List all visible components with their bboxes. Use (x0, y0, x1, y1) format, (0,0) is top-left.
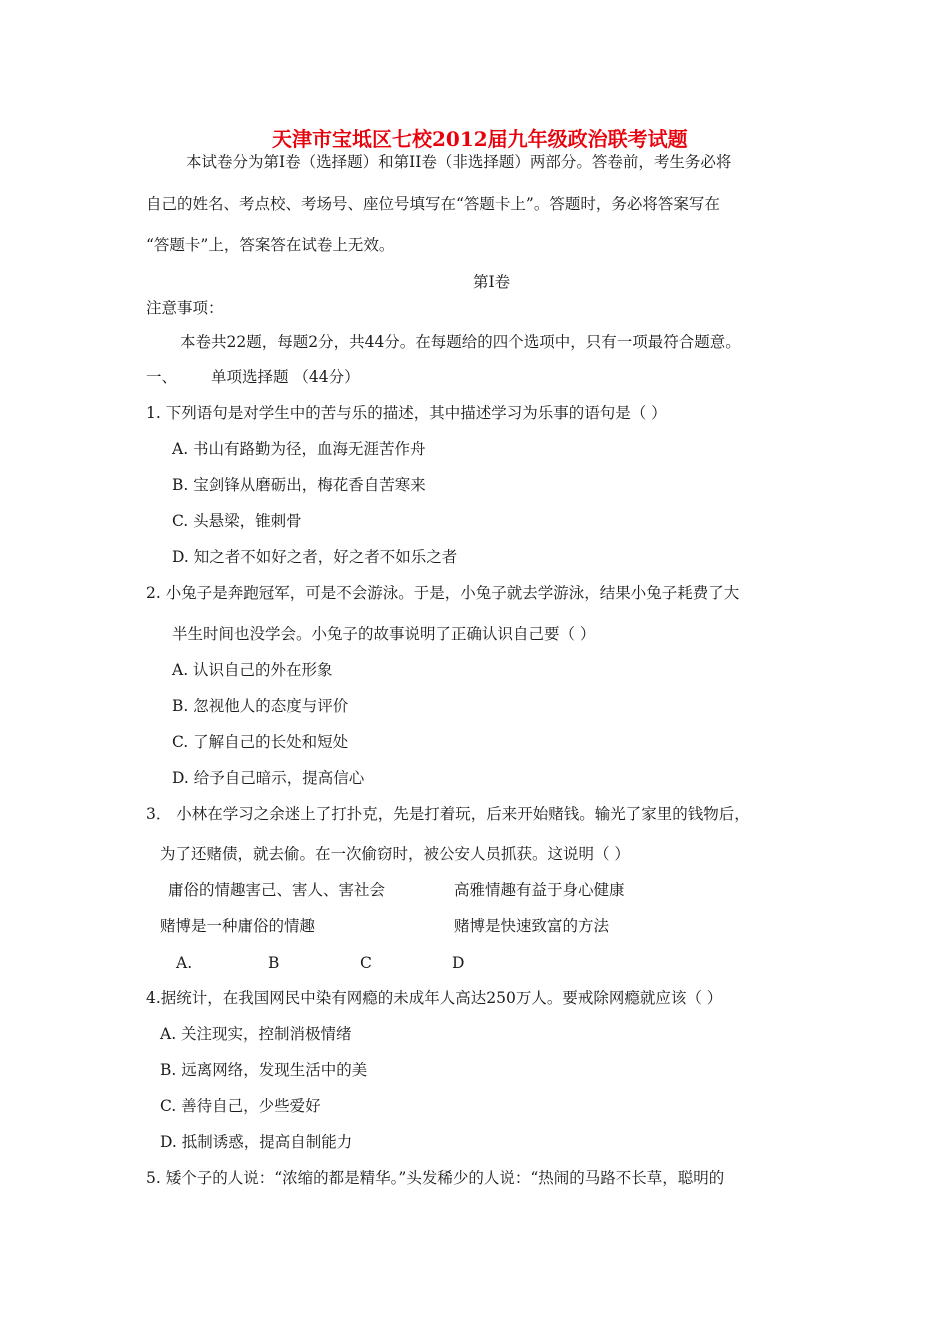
intro-line-1: 本试卷分为第I卷（选择题）和第II卷（非选择题）两部分。答卷前，考生务必将 (186, 153, 732, 171)
question-3-choice-b: B (268, 954, 280, 972)
question-3-choice-a: A. (176, 954, 193, 972)
intro-line-2: 自己的姓名、考点校、考场号、座位号填写在“答题卡上”。答题时，务必将答案写在 (146, 195, 720, 213)
question-2-stem-line-2: 半生时间也没学会。小兔子的故事说明了正确认识自己要（ ） (172, 625, 596, 643)
notice-label: 注意事项： (146, 299, 224, 317)
question-2-option-c: C. 了解自己的长处和短处 (172, 733, 349, 751)
question-3-stem-line-2: 为了还赌债，就去偷。在一次偷窃时，被公安人员抓获。这说明（ ） (160, 845, 630, 863)
question-1-option-b: B. 宝剑锋从磨砺出，梅花香自苦寒来 (172, 476, 426, 494)
question-3-stem-line-1: 3． 小林在学习之余迷上了打扑克，先是打着玩，后来开始赌钱。输光了家里的钱物后， (146, 805, 750, 823)
question-3-statement-1: 庸俗的情趣害己、害人、害社会 (168, 881, 386, 899)
question-1-option-d: D. 知之者不如好之者，好之者不如乐之者 (172, 548, 458, 566)
question-2-stem-line-1: 2. 小兔子是奔跑冠军，可是不会游泳。于是，小兔子就去学游泳，结果小兔子耗费了大 (146, 584, 740, 602)
question-4-option-b: B. 远离网络，发现生活中的美 (160, 1061, 368, 1079)
question-4-option-c: C. 善待自己，少些爱好 (160, 1097, 321, 1115)
part-number: 一、 (146, 368, 178, 386)
question-2-option-a: A. 认识自己的外在形象 (172, 661, 333, 679)
question-2-option-d: D. 给予自己暗示，提高信心 (172, 769, 365, 787)
question-4-option-a: A. 关注现实，控制消极情绪 (160, 1025, 352, 1043)
notice-text: 本卷共22题，每题2分，共44分。在每题给的四个选项中，只有一项最符合题意。 (180, 333, 741, 351)
page-title: 天津市宝坻区七校2012届九年级政治联考试题 (272, 127, 688, 151)
question-4-stem: 4.据统计，在我国网民中染有网瘾的未成年人高达250万人。要戒除网瘾就应该（ ） (146, 989, 723, 1007)
question-1-stem: 1. 下列语句是对学生中的苦与乐的描述，其中描述学习为乐事的语句是（ ） (146, 404, 667, 422)
question-3-statement-4: 赌博是快速致富的方法 (454, 917, 610, 935)
section-label: 第I卷 (473, 273, 511, 291)
question-1-option-c: C. 头悬梁，锥刺骨 (172, 512, 302, 530)
question-4-option-d: D. 抵制诱惑，提高自制能力 (160, 1133, 353, 1151)
question-5-stem: 5. 矮个子的人说：“浓缩的都是精华。”头发稀少的人说：“热闹的马路不长草，聪明的 (146, 1169, 725, 1187)
question-3-choice-c: C (360, 954, 372, 972)
part-title: 单项选择题 （44分） (211, 368, 360, 386)
question-3-statement-3: 赌博是一种庸俗的情趣 (160, 917, 316, 935)
question-3-statement-2: 高雅情趣有益于身心健康 (454, 881, 625, 899)
intro-line-3: “答题卡”上，答案答在试卷上无效。 (146, 236, 395, 254)
question-3-choice-d: D (452, 954, 465, 972)
question-2-option-b: B. 忽视他人的态度与评价 (172, 697, 349, 715)
question-1-option-a: A. 书山有路勤为径，血海无涯苦作舟 (172, 440, 426, 458)
